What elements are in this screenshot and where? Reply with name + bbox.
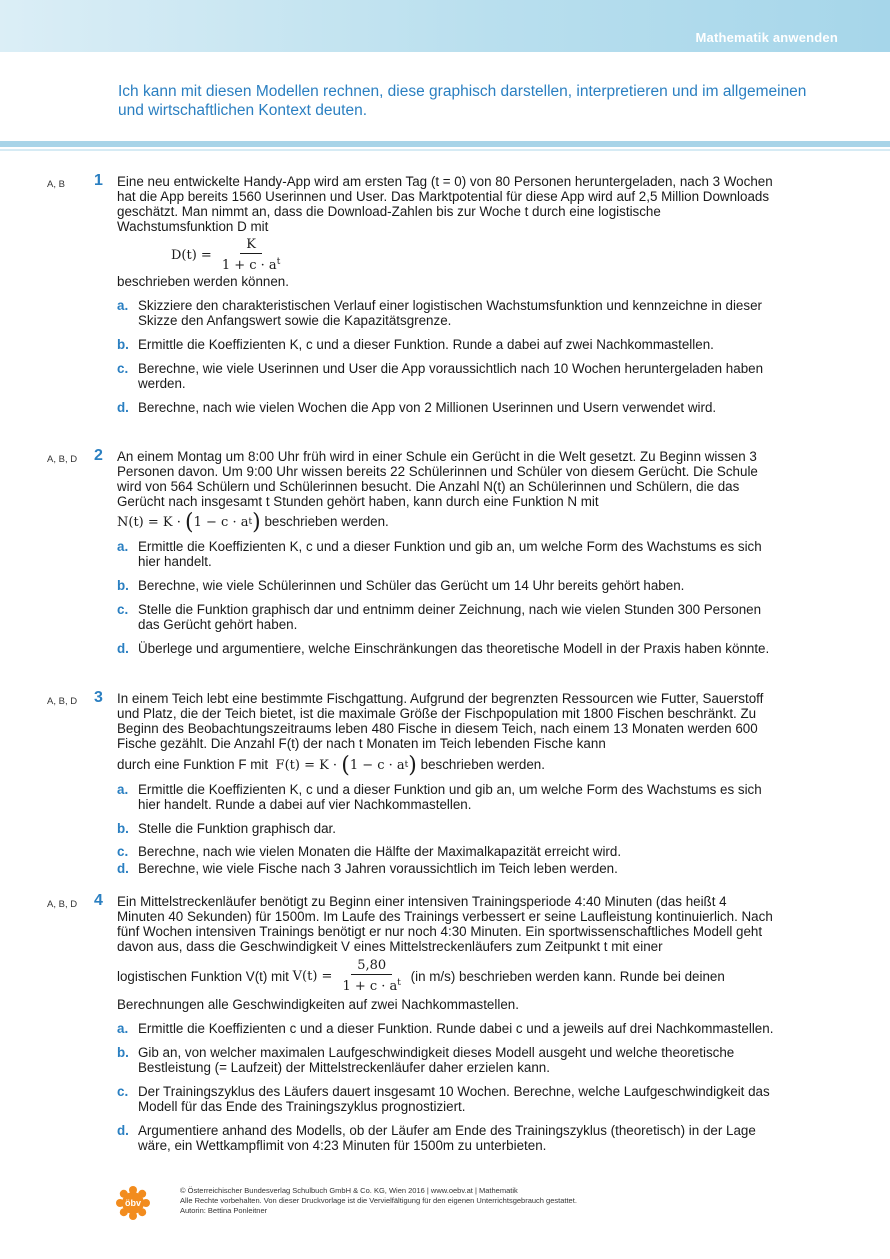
task-text-after: beschrieben werden können. xyxy=(117,274,289,289)
subtask-text: Stelle die Funktion graphisch dar und entnimm deiner Zeichnung, nach wie vielen Stunden 300 Personen das Gerücht gehört haben. xyxy=(138,602,762,632)
divider-thin xyxy=(0,149,890,151)
task-number: 4 xyxy=(94,892,103,909)
subtask-text: Überlege und argumentiere, welche Einschränkungen das theoretische Modell in der Praxis haben könnte. xyxy=(138,641,770,656)
publisher-logo xyxy=(115,1185,151,1221)
task-competence-tags: A, B, D xyxy=(47,454,78,465)
formula-lhs: F(t) = K · xyxy=(275,758,338,773)
subtask-a xyxy=(117,539,777,569)
subtask-text: Berechne, wie viele Userinnen und User die App voraussichtlich nach 10 Wochen heruntergeladen haben werden. xyxy=(138,361,764,391)
subtask-label: d. xyxy=(117,400,129,415)
subtask-text: Berechne, wie viele Schülerinnen und Schüler das Gerücht um 14 Uhr bereits gehört haben. xyxy=(138,578,685,593)
subtask-text: Berechne, nach wie vielen Wochen die App von 2 Millionen Userinnen und Usern verwendet wird. xyxy=(138,400,717,415)
subtask-label: a. xyxy=(117,539,129,554)
formula-exponent: t xyxy=(404,760,409,770)
subtask-c xyxy=(117,602,777,632)
header-band xyxy=(0,0,890,52)
formula-numerator: 5,80 xyxy=(351,958,392,975)
subtask-label: a. xyxy=(117,1021,129,1036)
task-text: In einem Teich lebt eine bestimmte Fischgattung. Aufgrund der begrenzten Ressourcen wie Futter, Sauerstoff und Platz, die der Teich bietet, ist die maximale Größe der Fischpopulation mit 1800 Fischen beschränkt. Zu Beginn des Beobachtungszeitraums leben 480 Fische in diesem Teich, nach einem 13 Monaten werden 600 Fische gezählt. Die Anzahl F(t) der nach t Monaten im Teich lebenden Fische kann xyxy=(117,691,764,751)
subtask-a xyxy=(117,782,777,812)
section-title: Mathematik anwenden xyxy=(695,30,838,45)
task-competence-tags: A, B, D xyxy=(47,899,78,910)
subtask-label: d. xyxy=(117,641,129,656)
logo-text: öbv xyxy=(124,1198,142,1208)
formula-inner: 1 − c · a xyxy=(193,515,249,530)
task-text-after-2: Berechnungen alle Geschwindigkeiten auf zwei Nachkommastellen. xyxy=(117,997,519,1012)
subtask-label: a. xyxy=(117,782,129,797)
subtask-d xyxy=(117,861,777,876)
subtask-label: b. xyxy=(117,821,129,836)
subtask-label: b. xyxy=(117,578,129,593)
subtask-text: Der Trainingszyklus des Läufers dauert insgesamt 10 Wochen. Berechne, welche Laufgeschwindigkeit das Modell für das Ende des Trainingszyklus prognostiziert. xyxy=(138,1084,770,1114)
subtask-text: Stelle die Funktion graphisch dar. xyxy=(138,821,337,836)
formula-inner: 1 − c · a xyxy=(349,758,405,773)
subtask-text: Gib an, von welcher maximalen Laufgeschwindigkeit dieses Modell ausgeht und welche theoretische Bestleistung (= Laufzeit) der Mittelstreckenläufer daher erzielen kann. xyxy=(138,1045,735,1075)
subtask-text: Ermittle die Koeffizienten c und a dieser Funktion. Runde dabei c und a jeweils auf drei Nachkommastellen. xyxy=(138,1021,774,1036)
subtask-text: Berechne, wie viele Fische nach 3 Jahren voraussichtlich im Teich leben werden. xyxy=(138,861,618,876)
subtask-label: a. xyxy=(117,298,129,313)
task-number: 1 xyxy=(94,172,103,189)
formula-line: N(t) = K · ( 1 − c · a t ) beschrieben werden. xyxy=(117,510,389,535)
subtask-label: c. xyxy=(117,602,129,617)
formula-lhs: D(t) = xyxy=(171,247,212,263)
subtask-c xyxy=(117,844,777,859)
footer xyxy=(180,1186,577,1216)
subtask-a xyxy=(117,298,777,328)
formula xyxy=(171,237,777,273)
task-text: An einem Montag um 8:00 Uhr früh wird in einer Schule ein Gerücht in die Welt gesetzt. Zu Beginn wissen 3 Personen davon. Um 9:00 Uhr wissen bereits 22 Schülerinnen und Schüler von diesem Gerücht. Die Schule wird von 564 Schülern und Schülerinnen besucht. Die Anzahl N(t) an Schülerinnen und Schülern, die das Gerücht nach insgesamt t Stunden gehört haben, kann durch eine Funktion N mit xyxy=(117,449,758,509)
subtask-text: Ermittle die Koeffizienten K, c und a dieser Funktion. Runde a dabei auf zwei Nachkommastellen. xyxy=(138,337,714,352)
formula-line: durch eine Funktion F mit F(t) = K · ( 1 − c · a t ) beschrieben werden. xyxy=(117,753,545,778)
formula-numerator: K xyxy=(240,237,262,254)
formula-line xyxy=(117,958,777,994)
subtask-d xyxy=(117,641,777,656)
subtask-a xyxy=(117,1021,777,1036)
divider xyxy=(0,141,890,147)
subtask-text: Ermittle die Koeffizienten K, c und a dieser Funktion und gib an, um welche Form des Wachstums es sich hier handelt. xyxy=(138,539,762,569)
formula-exponent: t xyxy=(397,978,401,988)
subtask-b xyxy=(117,1045,777,1075)
task-competence-tags: A, B xyxy=(47,179,65,190)
learning-goal: Ich kann mit diesen Modellen rechnen, diese graphisch darstellen, interpretieren und im allgemeinen und wirtschaftlichen Kontext deuten. xyxy=(118,83,807,119)
formula-denominator: 1 + c · a xyxy=(221,258,277,273)
footer-author: Autorin: Bettina Ponleitner xyxy=(180,1206,268,1215)
footer-copyright: © Österreichischer Bundesverlag Schulbuch GmbH & Co. KG, Wien 2016 | www.oebv.at | Mathematik xyxy=(180,1186,518,1195)
task-text-after: beschrieben werden. xyxy=(264,514,389,529)
formula-exponent: t xyxy=(276,257,281,267)
subtask-d xyxy=(117,400,777,415)
subtask-label: c. xyxy=(117,844,129,859)
subtask-b xyxy=(117,337,777,352)
subtask-label: c. xyxy=(117,1084,129,1099)
subtask-label: b. xyxy=(117,1045,129,1060)
task-text: Ein Mittelstreckenläufer benötigt zu Beginn einer intensiven Trainingsperiode 4:40 Minuten (das heißt 4 Minuten 40 Sekunden) für 1500m. Im Laufe des Trainings verbessert er seine Laufleistung kontinuierlich. Nach fünf Wochen intensiven Trainings benötigt er nur noch 4:30 Minuten. Ein sportwissenschaftliches Modell geht davon aus, dass die Geschwindigkeit V eines Mittelstreckenläufers zum Zeitpunkt t mit einer xyxy=(117,894,773,954)
subtask-label: b. xyxy=(117,337,129,352)
subtask-c xyxy=(117,1084,777,1114)
task-text: Eine neu entwickelte Handy-App wird am ersten Tag (t = 0) von 80 Personen heruntergeladen, nach 3 Wochen hat die App bereits 1560 Userinnen und User. Das Marktpotential für diese App wird auf 2,5 Million Downloads geschätzt. Man nimmt an, dass die Download-Zahlen bis zur Woche t durch eine logistische Wachstumsfunktion D mit xyxy=(117,174,773,234)
subtask-d xyxy=(117,1123,777,1153)
subtask-text: Ermittle die Koeffizienten K, c und a dieser Funktion und gib an, um welche Form des Wachstums es sich hier handelt. Runde a dabei auf vier Nachkommastellen. xyxy=(138,782,762,812)
subtask-c xyxy=(117,361,777,391)
subtask-text: Skizziere den charakteristischen Verlauf einer logistischen Wachstumsfunktion und kennzeichne in dieser Skizze den Anfangswert sowie die Kapazitätsgrenze. xyxy=(138,298,762,328)
formula-denominator: 1 + c · a xyxy=(342,979,398,994)
task-text-before: logistischen Funktion V(t) mit xyxy=(117,968,289,984)
task-number: 2 xyxy=(94,447,103,464)
task-competence-tags: A, B, D xyxy=(47,696,78,707)
subtask-label: d. xyxy=(117,1123,129,1138)
subtask-b xyxy=(117,821,777,836)
task-text-after: beschrieben werden. xyxy=(420,757,545,772)
task-text-before: durch eine Funktion F mit xyxy=(117,757,269,772)
subtask-b xyxy=(117,578,777,593)
formula-exponent: t xyxy=(248,517,253,527)
subtask-text: Berechne, nach wie vielen Monaten die Hälfte der Maximalkapazität erreicht wird. xyxy=(138,844,622,859)
task-number: 3 xyxy=(94,689,103,706)
formula-lhs: N(t) = K · xyxy=(117,515,181,530)
task-text-after: (in m/s) beschrieben werden kann. Runde bei deinen xyxy=(410,968,725,984)
footer-rights: Alle Rechte vorbehalten. Von dieser Druckvorlage ist die Vervielfältigung für den eigenen Unterrichtsgebrauch gestattet. xyxy=(180,1196,577,1205)
subtask-text: Argumentiere anhand des Modells, ob der Läufer am Ende des Trainingszyklus (theoretisch) in der Lage wäre, ein Wettkampflimit von 4:23 Minuten für 1500m zu unterbieten. xyxy=(138,1123,756,1153)
subtask-label: d. xyxy=(117,861,129,876)
subtask-label: c. xyxy=(117,361,129,376)
formula-lhs: V(t) = xyxy=(292,968,333,984)
